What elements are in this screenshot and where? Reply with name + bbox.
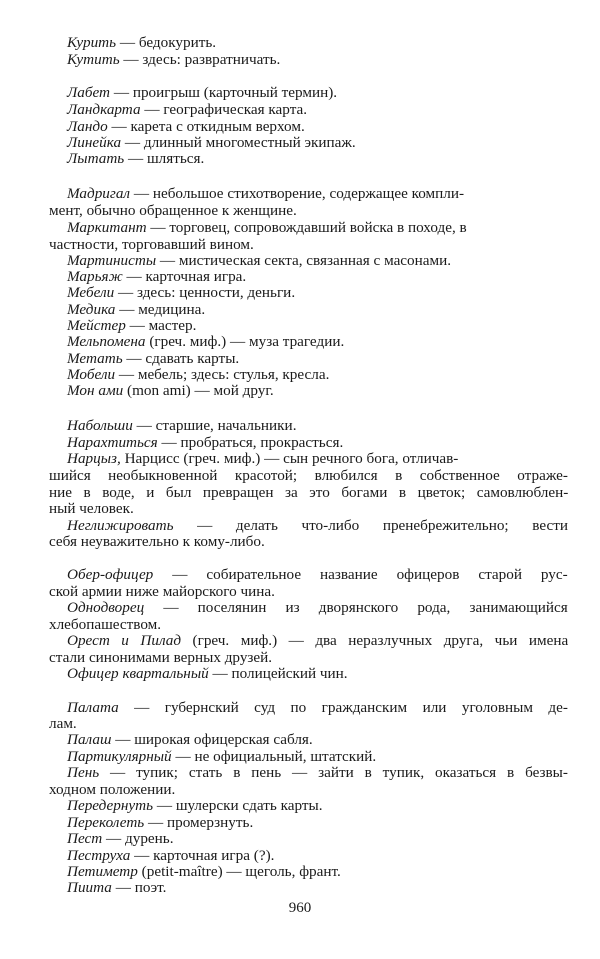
entry-term: Партикулярный <box>67 748 172 765</box>
glossary-line <box>67 51 280 68</box>
entry-term: Мебели <box>67 284 115 301</box>
entry-definition: — карточная игра (?). <box>130 847 275 864</box>
glossary-line <box>67 284 295 301</box>
glossary-line <box>67 350 239 367</box>
entry-term: Мартинисты <box>67 252 157 269</box>
entry-term: Передернуть <box>67 797 154 814</box>
entry-definition: — дурень. <box>102 830 174 847</box>
glossary-line <box>67 847 274 864</box>
entry-term: Мейстер <box>67 317 126 334</box>
glossary-line <box>67 863 341 880</box>
entry-term: Орест и Пилад <box>67 632 182 649</box>
glossary-line <box>67 118 305 135</box>
entry-term: Мон ами <box>67 382 124 399</box>
entry-definition: — мебель; здесь: стулья, кресла. <box>115 366 330 383</box>
entry-continuation: мент, обычно обращенное к женщине. <box>49 202 297 219</box>
entry-definition: — проигрыш (карточный термин). <box>110 84 338 101</box>
entry-continuation: шийся необыкновенной красотой; влюбился в собственное отраже- <box>49 467 568 484</box>
glossary-line <box>49 649 272 666</box>
entry-definition: — полицейский чин. <box>208 665 348 682</box>
glossary-line <box>67 382 274 399</box>
glossary-line <box>49 583 275 600</box>
glossary-line <box>67 150 204 167</box>
glossary-line <box>67 450 458 467</box>
entry-term: Офицер квартальный <box>67 665 209 682</box>
glossary-line <box>67 665 348 682</box>
glossary-line <box>67 317 196 334</box>
entry-continuation: ние в воде, и был превращен за это богами в цветок; самовлюблен- <box>49 484 569 501</box>
entry-definition: — пробраться, прокрасться. <box>157 434 344 451</box>
entry-definition: — тупик; стать в пень — зайти в тупик, оказаться в безвы- <box>99 764 568 781</box>
entry-continuation: частности, торговавший вином. <box>49 236 254 253</box>
entry-definition: (греч. миф.) — муза трагедии. <box>145 333 345 350</box>
entry-definition: — старшие, начальники. <box>132 417 297 434</box>
entry-definition: — карета с откидным верхом. <box>107 118 305 135</box>
glossary-line <box>49 715 77 732</box>
entry-definition: (mon ami) — мой друг. <box>123 382 274 399</box>
entry-definition: (petit-maître) — щеголь, франт. <box>137 863 341 880</box>
glossary-line <box>67 84 337 101</box>
entry-definition: — мастер. <box>125 317 197 334</box>
glossary-line <box>67 748 376 765</box>
entry-continuation: ный человек. <box>49 500 134 517</box>
entry-continuation: ской армии ниже майорского чина. <box>49 583 275 600</box>
entry-term: Переколеть <box>67 814 145 831</box>
entry-term: Кутить <box>67 51 120 68</box>
glossary-line <box>67 134 356 151</box>
entry-definition: — длинный многоместный экипаж. <box>121 134 356 151</box>
glossary-line <box>67 599 568 616</box>
glossary-line <box>49 484 568 501</box>
entry-continuation: лам. <box>49 715 77 732</box>
entry-definition: — карточная игра. <box>122 268 247 285</box>
entry-definition: — делать что-либо пренебрежительно; вести <box>173 517 568 534</box>
glossary-line <box>49 616 161 633</box>
entry-definition: — широкая офицерская сабля. <box>111 731 313 748</box>
entry-term: Петиметр <box>67 863 138 880</box>
glossary-line <box>67 434 343 451</box>
glossary-line <box>67 301 205 318</box>
entry-definition: — географическая карта. <box>140 101 308 118</box>
entry-continuation: себя неуважительно к кому-либо. <box>49 533 265 550</box>
glossary-line <box>67 764 568 781</box>
glossary-line <box>49 467 568 484</box>
entry-term: Курить <box>67 34 117 51</box>
glossary-line <box>67 417 297 434</box>
entry-definition: — бедокурить. <box>116 34 217 51</box>
entry-definition: — поселянин из дворянского рода, занимающийся <box>144 599 568 616</box>
glossary-line <box>67 814 253 831</box>
entry-term: Мадригал <box>67 185 131 202</box>
glossary-line <box>67 268 246 285</box>
entry-definition: — шляться. <box>124 150 205 167</box>
entry-definition: — промерзнуть. <box>144 814 254 831</box>
entry-definition: (греч. миф.) — два неразлучных друга, чьи имена <box>181 632 569 649</box>
entry-term: Мобели <box>67 366 116 383</box>
entry-term: Нарцыз, <box>67 450 121 467</box>
glossary-line <box>67 252 451 269</box>
entry-definition: — здесь: развратничать. <box>119 51 281 68</box>
entry-definition: — здесь: ценности, деньги. <box>114 284 296 301</box>
entry-term: Набольши <box>67 417 133 434</box>
entry-definition: — небольшое стихотворение, содержащее компли- <box>130 185 465 202</box>
entry-definition: — торговец, сопровождавший войска в походе, в <box>146 219 467 236</box>
entry-term: Обер-офицер <box>67 566 154 583</box>
entry-term: Ландкарта <box>67 101 141 118</box>
entry-definition: — мистическая секта, связанная с масонами. <box>156 252 452 269</box>
glossary-line <box>67 632 568 649</box>
entry-term: Пеструха <box>67 847 131 864</box>
entry-term: Маркитант <box>67 219 147 236</box>
glossary-line <box>67 699 568 716</box>
entry-definition: — шулерски сдать карты. <box>153 797 323 814</box>
glossary-line <box>67 797 323 814</box>
entry-term: Однодворец <box>67 599 145 616</box>
entry-term: Ландо <box>67 118 108 135</box>
entry-definition: — не официальный, штатский. <box>171 748 377 765</box>
entry-term: Мельпомена <box>67 333 146 350</box>
glossary-line <box>67 101 307 118</box>
entry-term: Лабет <box>67 84 111 101</box>
entry-term: Неглижировать <box>67 517 174 534</box>
entry-term: Медика <box>67 301 116 318</box>
entry-term: Пест <box>67 830 103 847</box>
page-number: 960 <box>288 900 312 916</box>
glossary-line <box>49 781 175 798</box>
glossary-line <box>67 731 313 748</box>
entry-definition: — сдавать карты. <box>122 350 240 367</box>
entry-term: Линейка <box>67 134 122 151</box>
entry-term: Нарахтиться <box>67 434 158 451</box>
entry-definition: — поэт. <box>111 879 167 896</box>
entry-continuation: хлебопашеством. <box>49 616 162 633</box>
glossary-line <box>67 34 216 51</box>
glossary-line <box>67 879 166 896</box>
glossary-line <box>67 517 568 534</box>
entry-definition: Нарцисс (греч. миф.) — сын речного бога, отличав- <box>120 450 459 467</box>
glossary-line <box>49 533 265 550</box>
entry-term: Палата <box>67 699 119 716</box>
entry-term: Пиита <box>67 879 112 896</box>
glossary-line <box>49 202 297 219</box>
glossary-line <box>67 566 568 583</box>
glossary-line <box>49 236 254 253</box>
entry-term: Пень <box>67 764 100 781</box>
glossary-line <box>67 333 344 350</box>
entry-term: Палаш <box>67 731 112 748</box>
entry-continuation: стали синонимами верных друзей. <box>49 649 273 666</box>
glossary-line <box>67 219 467 236</box>
entry-term: Метать <box>67 350 123 367</box>
entry-term: Лытать <box>67 150 125 167</box>
glossary-line <box>67 366 329 383</box>
entry-continuation: ходном положении. <box>49 781 176 798</box>
glossary-line <box>49 500 134 517</box>
glossary-line <box>67 185 464 202</box>
entry-definition: — собирательное название офицеров старой рус- <box>153 566 568 583</box>
glossary-line <box>67 830 174 847</box>
entry-definition: — медицина. <box>115 301 206 318</box>
entry-definition: — губернский суд по гражданским или уголовным де- <box>118 699 568 716</box>
entry-term: Марьяж <box>67 268 123 285</box>
